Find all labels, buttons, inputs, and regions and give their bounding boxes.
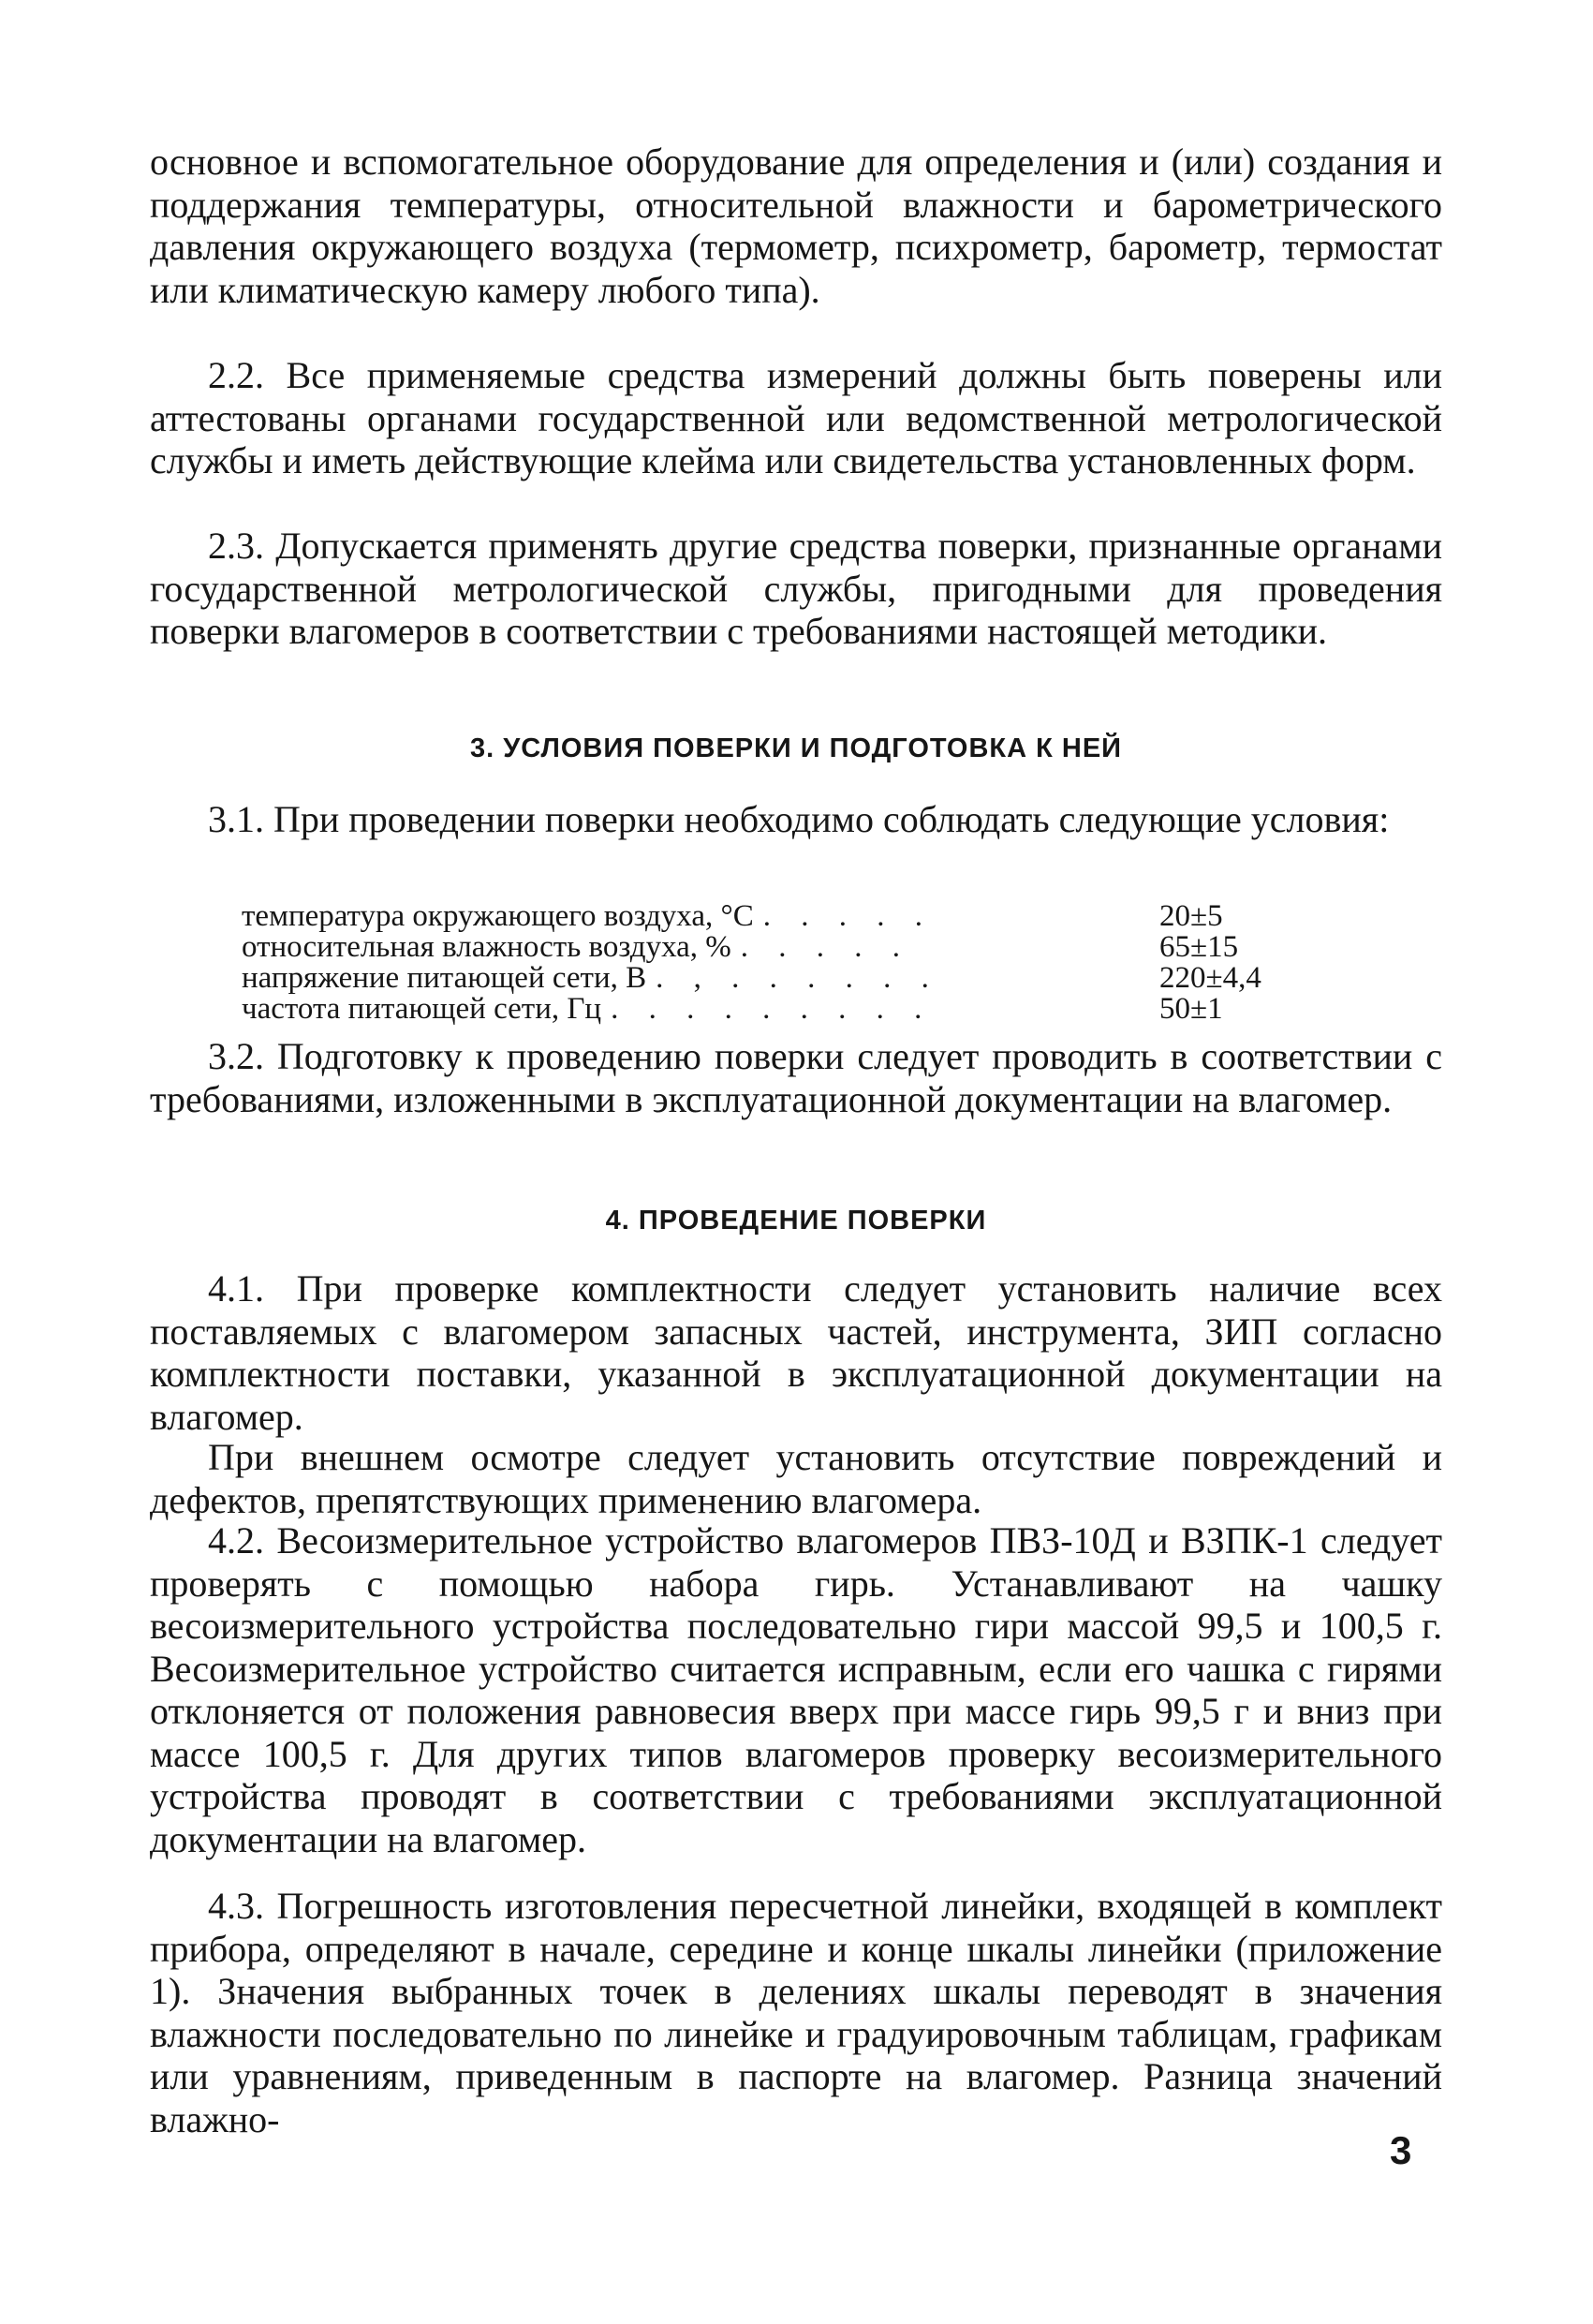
condition-row: температура окружающего воздуха, °С . . . . . 20±5 [242, 899, 1223, 933]
paragraph-3-2: 3.2. Подготовку к проведению поверки следует проводить в соответствии с требованиями, изложенными в эксплуатационной документации на влагомер. [150, 1035, 1442, 1120]
section-4-heading: 4. ПРОВЕДЕНИЕ ПОВЕРКИ [605, 1206, 987, 1236]
page-number: 3 [1390, 2128, 1412, 2172]
condition-row: частота питающей сети, Гц . . . . . . . . . 50±1 [242, 992, 1223, 1026]
paragraph-2-2: 2.2. Все применяемые средства измерений должны быть поверены или аттестованы органами государственной или ведомственной метрологической службы и иметь действующие клейма или свидетельства установленных форм. [150, 354, 1442, 481]
paragraph-4-1: 4.1. При проверке комплектности следует установить наличие всех поставляемых с влагомером запасных частей, инструмента, ЗИП согласно комплектности поставки, указанной в эксплуатационной документации на влагомер. [150, 1267, 1442, 1438]
condition-row: относительная влажность воздуха, % . . . . . 65±15 [242, 930, 1239, 964]
paragraph-equipment: основное и вспомогательное оборудование для определения и (или) создания и поддержания температуры, относительной влажности и барометрического давления окружающего воздуха (термометр, психрометр, барометр, термостат или климатическую камеру любого типа). [150, 141, 1442, 311]
section-3-heading: 3. УСЛОВИЯ ПОВЕРКИ И ПОДГОТОВКА К НЕЙ [470, 733, 1122, 763]
paragraph-4-3: 4.3. Погрешность изготовления пересчетной линейки, входящей в комплект прибора, определяют в начале, середине и конце шкалы линейки (приложение 1). Значения выбранных точек в делениях шкалы переводят в значения влажности последовательно по линейке и градуировочным таблицам, графикам или уравнениям, приведенным в паспорте на влагомер. Разница значений влажно- [150, 1885, 1442, 2140]
paragraph-4-2: 4.2. Весоизмерительное устройство влагомеров ПВЗ-10Д и ВЗПК-1 следует проверять с помощью набора гирь. Устанавливают на чашку весоизмерительного устройства последовательно гири массой 99,5 и 100,5 г. Весоизмерительное устройство считается исправным, если его чашка с гирями отклоняется от положения равновесия вверх при массе гирь 99,5 г и вниз при массе 100,5 г. Для других типов влагомеров проверку весоизмерительного устройства проводят в соответствии с требованиями эксплуатационной документации на влагомер. [150, 1519, 1442, 1860]
paragraph-2-3: 2.3. Допускается применять другие средства поверки, признанные органами государственной метрологической службы, пригодными для проведения поверки влагомеров в соответствии с требованиями настоящей методики. [150, 525, 1442, 652]
paragraph-inspection: При внешнем осмотре следует установить отсутствие повреждений и дефектов, препятствующих применению влагомера. [150, 1436, 1442, 1521]
conditions-list [242, 901, 1300, 1025]
paragraph-3-1: 3.1. При проведении поверки необходимо соблюдать следующие условия: [208, 798, 1390, 840]
condition-row: напряжение питающей сети, В . , . . . . . . 220±4,4 [242, 961, 1261, 995]
